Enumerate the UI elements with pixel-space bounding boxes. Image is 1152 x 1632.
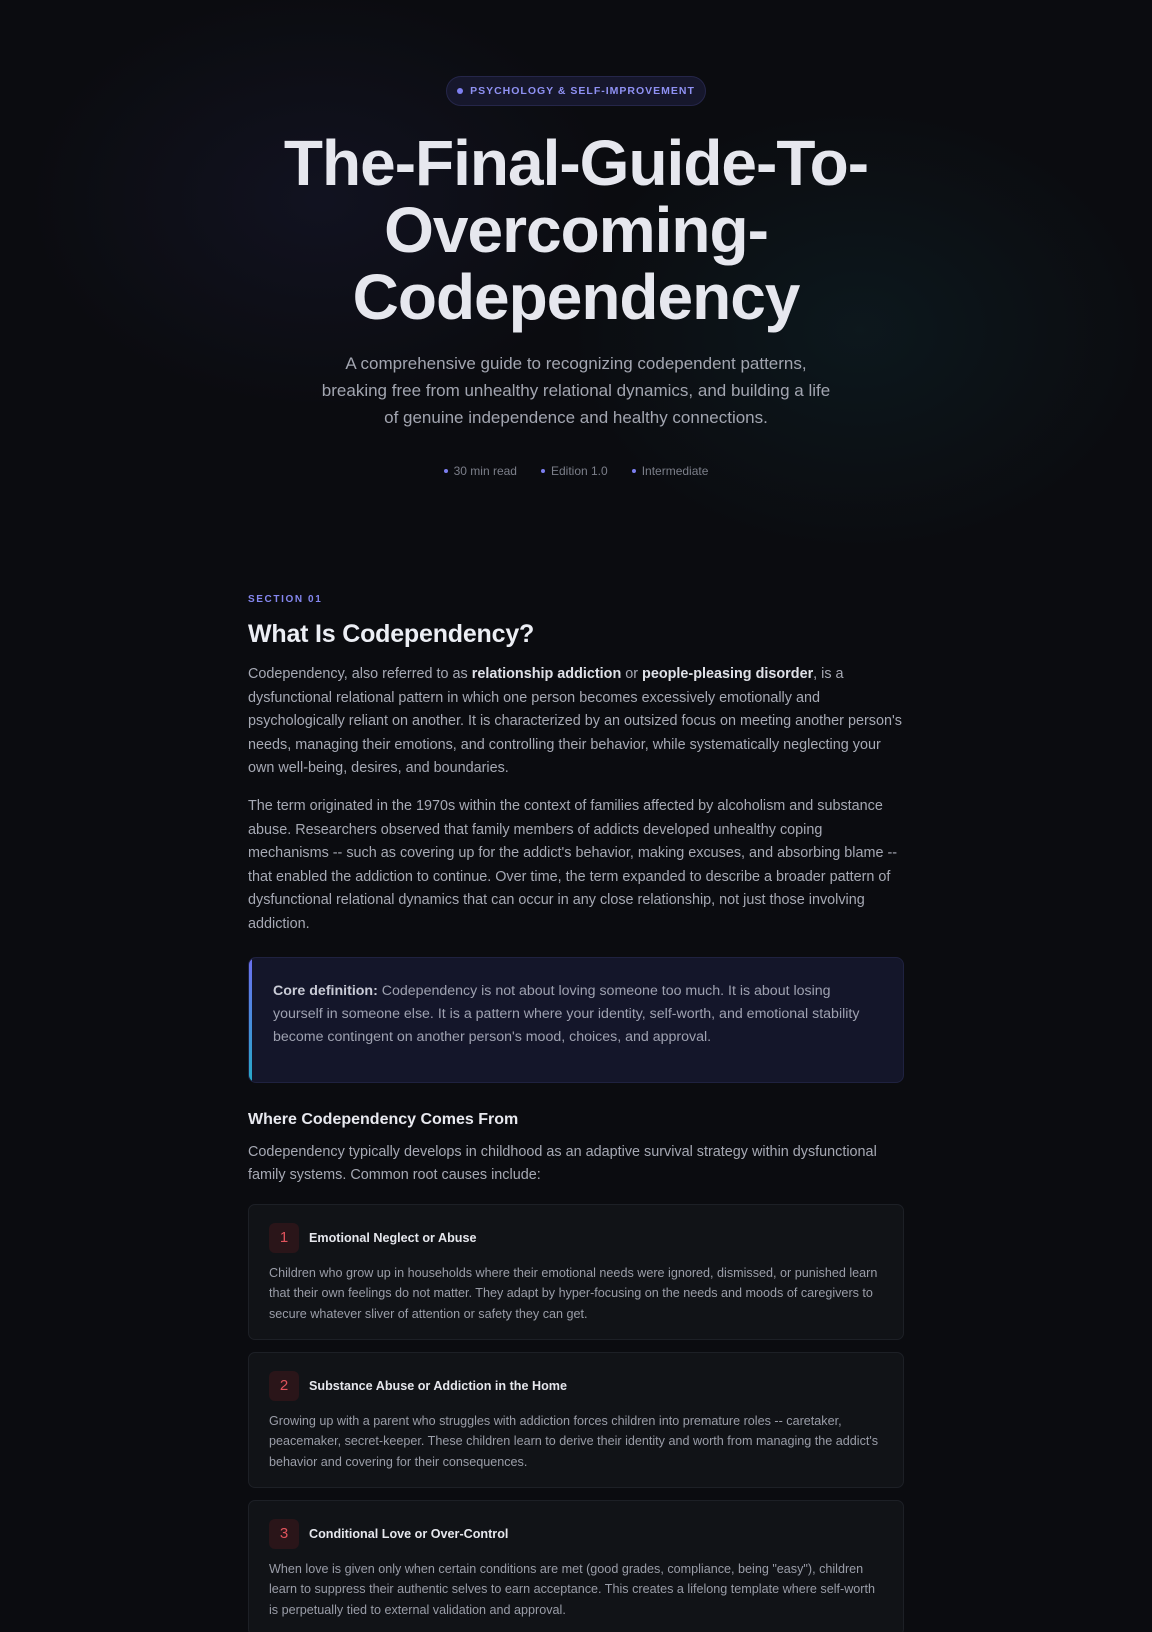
meta-level-text: Intermediate (641, 464, 709, 478)
term-relationship-addiction: relationship addiction (471, 666, 622, 682)
text-run: or (621, 666, 643, 682)
origins-paragraph: Codependency typically develops in childhood as an adaptive survival strategy within dysfunctional family systems. Common root causes include: (248, 1143, 877, 1184)
subheading-origins: Where Codependency Comes From (248, 1110, 519, 1128)
article-meta (0, 464, 1152, 478)
text-run: Codependency, also referred to as (248, 666, 472, 682)
article-content (248, 594, 904, 1632)
cause-header (269, 1519, 883, 1549)
category-badge-text: PSYCHOLOGY & SELF-IMPROVEMENT (470, 85, 695, 97)
badge-dot-icon (457, 88, 463, 94)
intro-paragraph (248, 663, 904, 781)
category-badge (446, 76, 706, 106)
page-title-line: Overcoming- (384, 194, 768, 266)
cause-title: Conditional Love or Over-Control (309, 1526, 509, 1541)
term-people-pleasing-disorder: people-pleasing disorder (642, 666, 814, 682)
page-title (176, 127, 976, 333)
cause-number-badge: 1 (269, 1223, 299, 1253)
cause-number-badge: 3 (269, 1519, 299, 1549)
cause-header (269, 1371, 883, 1401)
text-run: , is a dysfunctional relational pattern in which one person becomes excessively emotionally and psychologically reliant on another. It is characterized by an outsized focus on meeting another person's needs, managing their emotions, and controlling their behavior, while systematically neglecting your own well-being, desires, and boundaries. (248, 666, 902, 777)
bullet-icon (632, 469, 636, 473)
section-label: SECTION 01 (248, 594, 323, 605)
section-title: What Is Codependency? (248, 620, 535, 648)
callout-label: Core definition: (273, 982, 378, 999)
cause-body: Children who grow up in households where their emotional needs were ignored, dismissed, or punished learn that their own feelings do not matter. They adapt by hyper-focusing on the needs and moods of caregivers to secure whatever sliver of attention or safety they can get. (269, 1265, 878, 1321)
cause-body: When love is given only when certain conditions are met (good grades, compliance, being "easy"), children learn to suppress their authentic selves to earn acceptance. This creates a lifelong template where self-worth is perpetually tied to external validation and approval. (269, 1561, 875, 1617)
meta-edition (541, 464, 608, 478)
callout-text (273, 980, 879, 1049)
bullet-icon (541, 469, 545, 473)
meta-read-time (444, 464, 517, 478)
meta-read-time-text: 30 min read (453, 464, 517, 478)
cause-header (269, 1223, 883, 1253)
cause-card (248, 1500, 904, 1632)
cause-title: Substance Abuse or Addiction in the Home (309, 1378, 567, 1393)
cause-title: Emotional Neglect or Abuse (309, 1230, 477, 1245)
hero (0, 0, 1152, 520)
page-title-line: Codependency (352, 261, 800, 333)
cause-body: Growing up with a parent who struggles with addiction forces children into premature roles -- caretaker, peacemaker, secret-keeper. These children learn to derive their identity and worth from managing the addict's behavior and covering for their consequences. (269, 1413, 879, 1469)
page-title-line: The-Final-Guide-To- (283, 127, 869, 199)
meta-edition-text: Edition 1.0 (550, 464, 608, 478)
definition-callout (248, 957, 904, 1083)
cause-card (248, 1204, 904, 1340)
history-paragraph: The term originated in the 1970s within the context of families affected by alcoholism and substance abuse. Researchers observed that family members of addicts developed unhealthy coping mechanisms -- such as covering up for the addict's behavior, making excuses, and absorbing blame -- that enabled the addiction to continue. Over time, the term expanded to describe a broader pattern of dysfunctional relational dynamics that can occur in any close relationship, not just those involving addiction. (248, 797, 898, 932)
callout-body: Codependency is not about loving someone too much. It is about losing yourself in someone else. It is a pattern where your identity, self-worth, and emotional stability become contingent on another person's mood, choices, and approval. (273, 982, 860, 1045)
cause-number-badge: 2 (269, 1371, 299, 1401)
root-causes-list (248, 1204, 904, 1632)
callout-accent-bar (249, 958, 252, 1082)
bullet-icon (444, 469, 448, 473)
meta-level (632, 464, 709, 478)
page-subtitle: A comprehensive guide to recognizing codependent patterns, breaking free from unhealthy relational dynamics, and building a life of genuine independence and healthy connections. (321, 354, 831, 427)
cause-card (248, 1352, 904, 1488)
